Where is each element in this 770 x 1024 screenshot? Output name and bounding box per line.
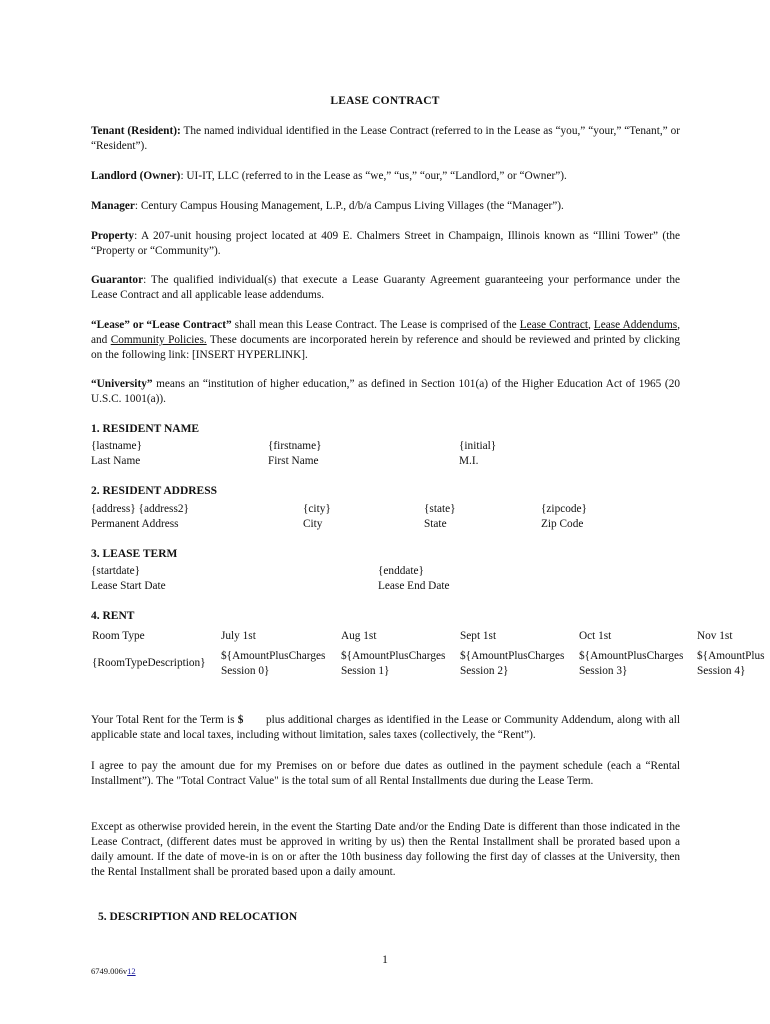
address-field: {address} {address2} [91, 503, 189, 515]
lease-definition-text-2: These documents are incorporated herein by reference and should be reviewed and printed by clicking on the following link: [INSERT HYPERLINK]. [91, 334, 681, 361]
rent-table-header: Aug 1st [341, 630, 377, 642]
start-date-label: Lease Start Date [91, 580, 166, 592]
zipcode-field: {zipcode} [541, 503, 587, 515]
resident-address-heading: 2. RESIDENT ADDRESS [91, 485, 218, 497]
state-field: {state} [424, 503, 456, 515]
lease-definition-label: “Lease” or “Lease Contract” [91, 319, 232, 331]
rent-table-header: Nov 1st [697, 630, 733, 642]
document-code-text: 6749.006v [91, 966, 128, 976]
state-label: State [424, 518, 447, 530]
description-relocation-heading: 5. DESCRIPTION AND RELOCATION [98, 911, 298, 923]
rent-table-cell: ${AmountPlusCharges [579, 650, 684, 662]
rent-table-header: Sept 1st [460, 630, 497, 642]
university-text: means an “institution of higher education,” as defined in Section 101(a) of the Higher Education Act of 1965 (20 U.S.C. 1001(a)). [91, 378, 680, 405]
rent-table-cell: Session 3} [579, 665, 628, 677]
property-label: Property [91, 230, 135, 242]
rent-table-cell: ${AmountPlusCharges [460, 650, 565, 662]
lease-term-heading: 3. LEASE TERM [91, 548, 178, 560]
total-rent-prefix: Your Total Rent for the Term is [91, 714, 238, 726]
firstname-label: First Name [268, 455, 319, 467]
rent-table-cell: ${AmountPlus [697, 650, 765, 662]
landlord-paragraph [91, 169, 680, 184]
property-text: : A 207-unit housing project located at 409 E. Chalmers Street in Champaign, Illinois known as “Illini Tower” (the “Property or “Community”). [91, 230, 680, 257]
rent-table-header: Oct 1st [579, 630, 612, 642]
rent-table-cell: Session 1} [341, 665, 390, 677]
city-field: {city} [303, 503, 331, 515]
tenant-paragraph [91, 124, 680, 154]
page-title: LEASE CONTRACT [330, 95, 440, 107]
agree-paragraph: I agree to pay the amount due for my Premises on or before due dates as outlined in the payment schedule (each a “Rental Installment”). The "Total Contract Value" is the total sum of all Rental Installments due during the Lease Term. [91, 760, 680, 787]
document-code [91, 966, 136, 976]
tenant-text: The named individual identified in the Lease Contract (referred to in the Lease as “you,” “your,” “Tenant,” or “Resident”). [91, 125, 681, 152]
room-type-description: {RoomTypeDescription} [92, 657, 206, 669]
guarantor-paragraph [91, 273, 680, 303]
lease-definition-paragraph [91, 318, 680, 363]
except-paragraph: Except as otherwise provided herein, in the event the Starting Date and/or the Ending Date is different than those indicated in the Lease Contract, (different dates must be approved in writing by us) then the Rental Installment shall be prorated based upon a daily amount. If the date of move-in is on or after the 10th business day following the first day of classes at the University, then the Rental Installment shall be prorated based upon a daily amount. [91, 821, 680, 878]
resident-name-heading: 1. RESIDENT NAME [91, 423, 200, 435]
start-date-field: {startdate} [91, 565, 141, 577]
university-paragraph [91, 377, 680, 407]
rent-heading: 4. RENT [91, 610, 135, 622]
firstname-field: {firstname} [268, 440, 322, 452]
total-rent-dollar: $ [237, 714, 244, 726]
guarantor-text: : The qualified individual(s) that execute a Lease Guaranty Agreement guaranteeing your performance under the Lease Contract and all applicable lease addendums. [91, 274, 680, 301]
rent-table-header: July 1st [221, 630, 256, 642]
property-paragraph [91, 229, 680, 259]
page-number: 1 [382, 954, 388, 966]
initial-label: M.I. [459, 455, 479, 467]
end-date-field: {enddate} [378, 565, 424, 577]
lastname-label: Last Name [91, 455, 141, 467]
zipcode-label: Zip Code [541, 518, 584, 530]
university-label: “University” [91, 378, 153, 390]
manager-paragraph [91, 199, 680, 214]
manager-text: : Century Campus Housing Management, L.P., d/b/a Campus Living Villages (the “Manager”). [134, 200, 564, 212]
rent-table-cell: Session 4} [697, 665, 746, 677]
rent-table-cell: Session 2} [460, 665, 509, 677]
landlord-label: Landlord (Owner) [91, 170, 181, 182]
separator: , [587, 319, 594, 331]
city-label: City [303, 518, 323, 530]
document-code-revision: 12 [127, 966, 136, 976]
rent-table-header-room: Room Type [92, 630, 145, 642]
community-policies-link[interactable]: Community Policies. [110, 334, 207, 346]
tenant-label: Tenant (Resident): [91, 125, 181, 137]
guarantor-label: Guarantor [91, 274, 144, 286]
initial-field: {initial} [459, 440, 497, 452]
rent-table-cell: ${AmountPlusCharges [221, 650, 326, 662]
total-rent-text: plus additional charges as identified in the Lease or Community Addendum, along with all applicable state and local taxes, including without limitation, sales taxes (collectively, the “Rent”). [91, 714, 683, 741]
rent-table-cell: Session 0} [221, 665, 270, 677]
landlord-text: : UI-IT, LLC (referred to in the Lease as “we,” “us,” “our,” “Landlord,” or “Owner”). [180, 170, 567, 182]
separator: , and [91, 319, 681, 346]
rent-table-cell: ${AmountPlusCharges [341, 650, 446, 662]
lease-addendums-link[interactable]: Lease Addendums [593, 319, 678, 331]
lastname-field: {lastname} [91, 440, 142, 452]
manager-label: Manager [91, 200, 135, 212]
total-rent-paragraph [91, 713, 683, 743]
lease-definition-text: shall mean this Lease Contract. The Lease is comprised of the [231, 319, 520, 331]
lease-contract-link[interactable]: Lease Contract [519, 319, 588, 331]
end-date-label: Lease End Date [378, 580, 450, 592]
address-label: Permanent Address [91, 518, 179, 530]
